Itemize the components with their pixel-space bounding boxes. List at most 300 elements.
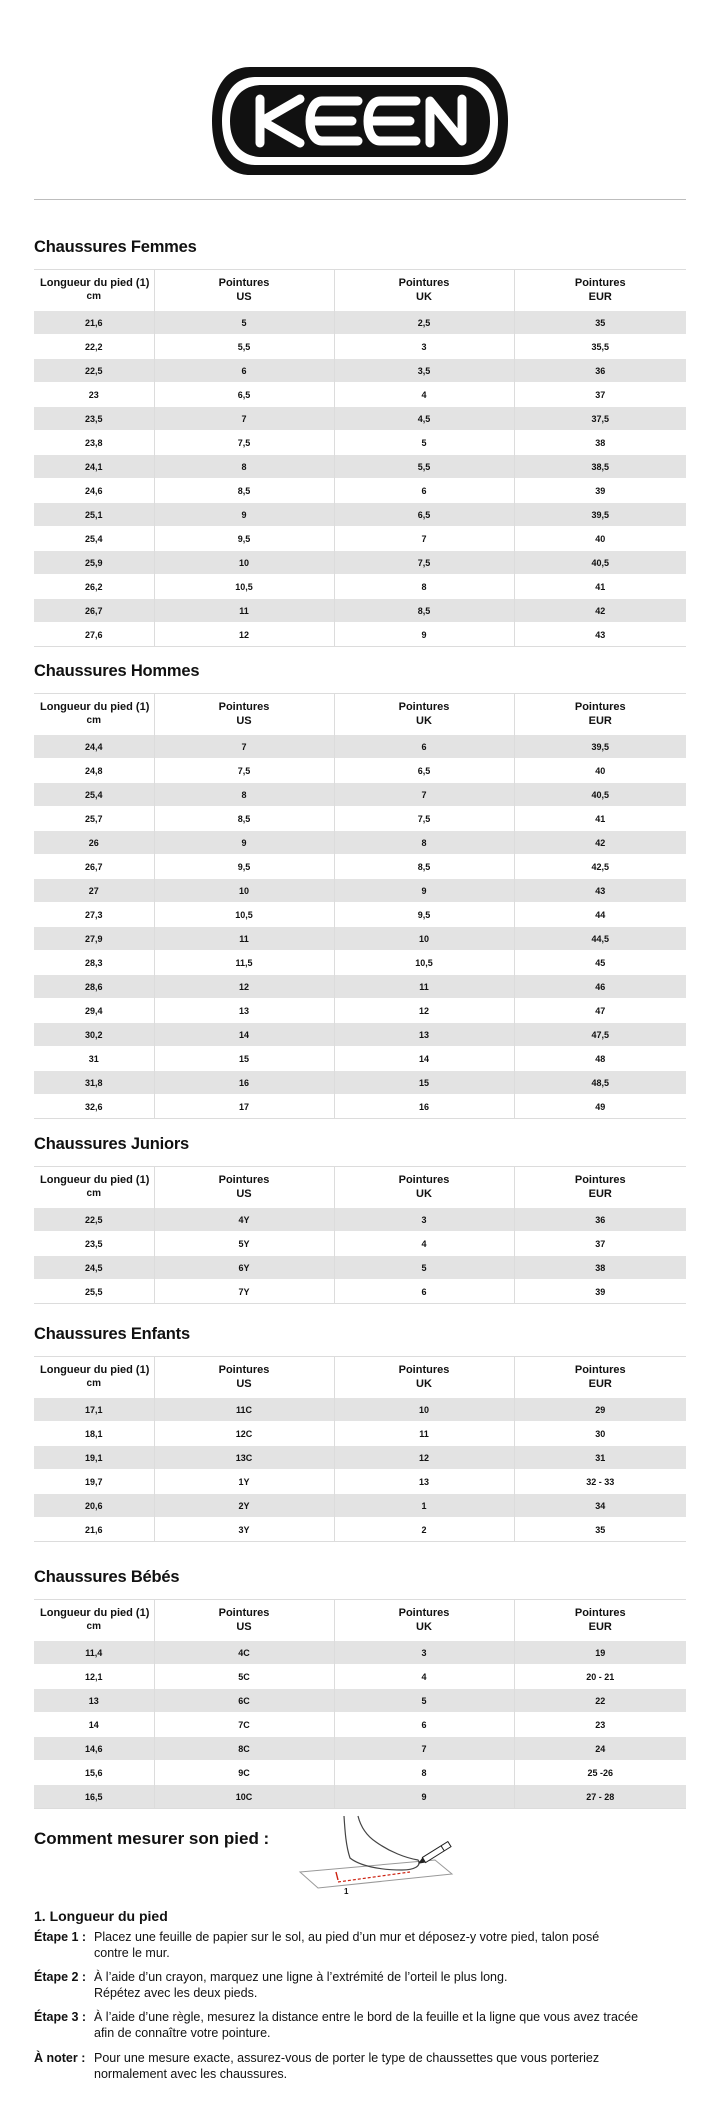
column-header-line: Longueur du pied (1) (40, 277, 150, 289)
table-row (34, 855, 686, 879)
table-cell: 11 (334, 975, 514, 999)
table-cell: 9 (154, 831, 334, 855)
step-text (94, 1969, 694, 2001)
table-cell: 11 (154, 599, 334, 623)
table-cell: 48,5 (514, 1071, 686, 1095)
table-cell: 6C (154, 1689, 334, 1713)
juniors-sizes-section (34, 1134, 686, 1304)
table-cell: 7 (334, 527, 514, 551)
table-row (34, 1256, 686, 1280)
table-cell: 6 (334, 735, 514, 759)
step-label: Étape 3 : (34, 2010, 87, 2024)
table-cell: 43 (514, 623, 686, 647)
table-cell: 9,5 (154, 527, 334, 551)
column-header (154, 1600, 334, 1641)
column-header (34, 694, 154, 735)
table-cell: 44 (514, 903, 686, 927)
table-row (34, 1398, 686, 1422)
table-cell: 49 (514, 1095, 686, 1119)
table-cell: 23,8 (34, 431, 154, 455)
table-cell: 23,5 (34, 407, 154, 431)
table-cell: 7,5 (154, 759, 334, 783)
table-cell: 7 (334, 1737, 514, 1761)
table-cell: 12 (334, 1446, 514, 1470)
column-header-unit: cm (86, 291, 101, 302)
table-cell: 11,5 (154, 951, 334, 975)
table-cell: 8C (154, 1737, 334, 1761)
column-header (154, 1357, 334, 1398)
table-row (34, 1047, 686, 1071)
step-text-line: Pour une mesure exacte, assurez-vous de porter le type de chaussettes que vous porteriez (94, 2051, 600, 2065)
column-header-unit: US (236, 1621, 252, 1633)
table-cell: 12,1 (34, 1665, 154, 1689)
table-cell: 8 (154, 455, 334, 479)
table-cell: 5C (154, 1665, 334, 1689)
table-row (34, 1689, 686, 1713)
step-text (94, 2009, 694, 2041)
table-cell: 39 (514, 479, 686, 503)
table-cell: 23 (514, 1713, 686, 1737)
column-header-unit: UK (416, 1378, 432, 1390)
table-cell: 7 (154, 407, 334, 431)
column-header (154, 270, 334, 311)
table-cell: 9 (334, 623, 514, 647)
table-row (34, 951, 686, 975)
table-row (34, 759, 686, 783)
table-cell: 26,7 (34, 599, 154, 623)
table-cell: 37,5 (514, 407, 686, 431)
column-header-line: Pointures (574, 277, 626, 289)
table-cell: 19 (514, 1641, 686, 1665)
table-cell: 36 (514, 1208, 686, 1232)
foot-length-heading: 1. Longueur du pied (34, 1908, 168, 1924)
table-row (34, 1208, 686, 1232)
table-row (34, 527, 686, 551)
table-cell: 27,3 (34, 903, 154, 927)
table-row (34, 551, 686, 575)
table-row (34, 1761, 686, 1785)
section-title: Chaussures Bébés (34, 1568, 180, 1586)
table-row (34, 431, 686, 455)
table-cell: 14 (34, 1713, 154, 1737)
table-cell: 41 (514, 807, 686, 831)
table-row (34, 807, 686, 831)
column-header (154, 1167, 334, 1208)
table-cell: 20,6 (34, 1494, 154, 1518)
column-header (34, 1600, 154, 1641)
table-cell: 10 (334, 927, 514, 951)
table-cell: 16 (154, 1071, 334, 1095)
table-cell: 27,9 (34, 927, 154, 951)
table-cell: 19,1 (34, 1446, 154, 1470)
column-header-unit: US (236, 291, 252, 303)
table-cell: 30,2 (34, 1023, 154, 1047)
table-header-row (34, 1600, 686, 1641)
table-cell: 4C (154, 1641, 334, 1665)
table-cell: 26,7 (34, 855, 154, 879)
table-cell: 43 (514, 879, 686, 903)
table-cell: 2,5 (334, 311, 514, 335)
column-header-line: Pointures (218, 701, 270, 713)
table-cell: 35,5 (514, 335, 686, 359)
kids-sizes-table (34, 1356, 686, 1542)
table-cell: 32,6 (34, 1095, 154, 1119)
table-cell: 8 (334, 575, 514, 599)
table-cell: 13 (34, 1689, 154, 1713)
kids-sizes-section (34, 1324, 686, 1542)
table-row (34, 999, 686, 1023)
column-header (514, 1357, 686, 1398)
table-cell: 13C (154, 1446, 334, 1470)
table-cell: 42,5 (514, 855, 686, 879)
table-cell: 40,5 (514, 551, 686, 575)
table-row (34, 455, 686, 479)
table-cell: 46 (514, 975, 686, 999)
column-header-line: Pointures (574, 1607, 626, 1619)
table-cell: 10 (334, 1398, 514, 1422)
table-row (34, 479, 686, 503)
table-cell: 6 (334, 479, 514, 503)
table-cell: 36 (514, 359, 686, 383)
column-header-unit: cm (86, 715, 101, 726)
table-cell: 27,6 (34, 623, 154, 647)
table-row (34, 1737, 686, 1761)
column-header-unit: UK (416, 1621, 432, 1633)
table-row (34, 1470, 686, 1494)
column-header (514, 1600, 686, 1641)
table-cell: 31 (34, 1047, 154, 1071)
table-cell: 40,5 (514, 783, 686, 807)
table-cell: 47 (514, 999, 686, 1023)
column-header (514, 1167, 686, 1208)
table-row (34, 1023, 686, 1047)
table-cell: 35 (514, 1518, 686, 1542)
table-cell: 4,5 (334, 407, 514, 431)
table-cell: 5 (334, 431, 514, 455)
table-cell: 9 (334, 1785, 514, 1809)
column-header-line: Pointures (574, 1364, 626, 1376)
table-cell: 14 (154, 1023, 334, 1047)
babies-sizes-section (34, 1567, 686, 1809)
table-cell: 10 (154, 879, 334, 903)
column-header (334, 270, 514, 311)
table-cell: 10,5 (154, 575, 334, 599)
table-row (34, 1280, 686, 1304)
foot-measure-illustration (290, 1812, 470, 1912)
table-cell: 8,5 (154, 807, 334, 831)
table-row (34, 903, 686, 927)
table-cell: 20 - 21 (514, 1665, 686, 1689)
measure-title: Comment mesurer son pied : (34, 1829, 270, 1848)
table-cell: 8 (334, 1761, 514, 1785)
table-cell: 12 (154, 975, 334, 999)
table-row (34, 623, 686, 647)
table-cell: 11C (154, 1398, 334, 1422)
table-cell: 24,5 (34, 1256, 154, 1280)
column-header-line: Longueur du pied (1) (40, 701, 150, 713)
table-row (34, 1446, 686, 1470)
step-text-line: À l’aide d’un crayon, marquez une ligne à l’extrémité de l’orteil le plus long. (94, 1970, 508, 1984)
table-cell: 40 (514, 527, 686, 551)
column-header-unit: cm (86, 1378, 101, 1389)
column-header-line: Pointures (398, 701, 450, 713)
table-cell: 6 (334, 1280, 514, 1304)
men-sizes-table (34, 693, 686, 1119)
juniors-sizes-table (34, 1166, 686, 1304)
column-header-unit: cm (86, 1188, 101, 1199)
table-row (34, 359, 686, 383)
column-header (154, 694, 334, 735)
table-row (34, 1665, 686, 1689)
table-cell: 25,7 (34, 807, 154, 831)
table-row (34, 1422, 686, 1446)
column-header-line: Pointures (218, 1174, 270, 1186)
table-cell: 34 (514, 1494, 686, 1518)
table-cell: 41 (514, 575, 686, 599)
table-cell: 1Y (154, 1470, 334, 1494)
table-cell: 12C (154, 1422, 334, 1446)
table-cell: 3,5 (334, 359, 514, 383)
table-row (34, 831, 686, 855)
table-cell: 39,5 (514, 735, 686, 759)
table-cell: 22 (514, 1689, 686, 1713)
diagram-label: 1 (344, 1887, 349, 1896)
table-cell: 1 (334, 1494, 514, 1518)
table-cell: 21,6 (34, 311, 154, 335)
table-cell: 16,5 (34, 1785, 154, 1809)
table-row (34, 879, 686, 903)
step-label: À noter : (34, 2051, 86, 2065)
column-header-unit: UK (416, 1188, 432, 1200)
column-header-unit: UK (416, 291, 432, 303)
table-cell: 13 (154, 999, 334, 1023)
women-sizes-table (34, 269, 686, 647)
table-cell: 9,5 (334, 903, 514, 927)
column-header-line: Pointures (218, 1364, 270, 1376)
column-header (334, 1357, 514, 1398)
table-cell: 38 (514, 1256, 686, 1280)
table-cell: 25 -26 (514, 1761, 686, 1785)
table-cell: 22,5 (34, 1208, 154, 1232)
table-header-row (34, 1167, 686, 1208)
keen-logo (210, 61, 510, 181)
table-cell: 7C (154, 1713, 334, 1737)
table-cell: 38,5 (514, 455, 686, 479)
table-header-row (34, 270, 686, 311)
table-cell: 5,5 (334, 455, 514, 479)
table-cell: 8 (334, 831, 514, 855)
table-cell: 13 (334, 1023, 514, 1047)
table-cell: 24,6 (34, 479, 154, 503)
table-row (34, 927, 686, 951)
step-text-line: afin de connaître votre pointure. (94, 2026, 271, 2040)
table-cell: 15 (334, 1071, 514, 1095)
table-cell: 3 (334, 1641, 514, 1665)
column-header-line: Pointures (398, 1174, 450, 1186)
table-cell: 5Y (154, 1232, 334, 1256)
table-cell: 4 (334, 1232, 514, 1256)
step-text-line: À l’aide d’une règle, mesurez la distance entre le bord de la feuille et la ligne que vous avez tracée (94, 2010, 639, 2024)
table-cell: 6,5 (334, 759, 514, 783)
table-row (34, 1071, 686, 1095)
men-sizes-section (34, 661, 686, 1119)
step-text (94, 2050, 694, 2082)
column-header-unit: US (236, 715, 252, 727)
section-title: Chaussures Hommes (34, 662, 200, 680)
table-cell: 25,4 (34, 783, 154, 807)
table-cell: 31,8 (34, 1071, 154, 1095)
table-cell: 6,5 (334, 503, 514, 527)
table-cell: 9C (154, 1761, 334, 1785)
table-row (34, 311, 686, 335)
column-header (334, 694, 514, 735)
step-text-line: Répétez avec les deux pieds. (94, 1986, 258, 2000)
table-cell: 45 (514, 951, 686, 975)
table-cell: 2Y (154, 1494, 334, 1518)
table-row (34, 407, 686, 431)
table-cell: 39 (514, 1280, 686, 1304)
table-cell: 15 (154, 1047, 334, 1071)
table-cell: 6 (154, 359, 334, 383)
table-cell: 5,5 (154, 335, 334, 359)
table-cell: 32 - 33 (514, 1470, 686, 1494)
column-header-line: Longueur du pied (1) (40, 1174, 150, 1186)
column-header-unit: EUR (588, 1621, 612, 1633)
table-cell: 24 (514, 1737, 686, 1761)
table-cell: 5 (154, 311, 334, 335)
table-cell: 29,4 (34, 999, 154, 1023)
column-header (514, 694, 686, 735)
table-cell: 31 (514, 1446, 686, 1470)
column-header (34, 270, 154, 311)
table-cell: 48 (514, 1047, 686, 1071)
step-text-line: contre le mur. (94, 1946, 170, 1960)
table-row (34, 1785, 686, 1809)
column-header-unit: US (236, 1188, 252, 1200)
column-header (334, 1600, 514, 1641)
table-cell: 37 (514, 1232, 686, 1256)
table-cell: 44,5 (514, 927, 686, 951)
column-header (34, 1357, 154, 1398)
table-cell: 10,5 (334, 951, 514, 975)
table-cell: 7 (154, 735, 334, 759)
foot-outline-icon (290, 1812, 470, 1912)
table-cell: 9 (334, 879, 514, 903)
table-header-row (34, 1357, 686, 1398)
table-cell: 10 (154, 551, 334, 575)
table-cell: 19,7 (34, 1470, 154, 1494)
column-header-line: Pointures (398, 1607, 450, 1619)
table-cell: 7,5 (334, 807, 514, 831)
table-cell: 28,6 (34, 975, 154, 999)
table-cell: 40 (514, 759, 686, 783)
table-row (34, 1494, 686, 1518)
table-cell: 8,5 (154, 479, 334, 503)
table-row (34, 575, 686, 599)
table-cell: 21,6 (34, 1518, 154, 1542)
table-cell: 4 (334, 1665, 514, 1689)
table-cell: 5 (334, 1689, 514, 1713)
table-row (34, 335, 686, 359)
table-row (34, 1518, 686, 1542)
column-header (514, 270, 686, 311)
table-cell: 6 (334, 1713, 514, 1737)
column-header-unit: EUR (588, 1378, 612, 1390)
table-cell: 24,8 (34, 759, 154, 783)
step-text-line: normalement avec les chaussures. (94, 2067, 288, 2081)
table-cell: 28,3 (34, 951, 154, 975)
table-cell: 42 (514, 831, 686, 855)
table-cell: 12 (334, 999, 514, 1023)
table-row (34, 503, 686, 527)
table-cell: 27 (34, 879, 154, 903)
table-cell: 9 (154, 503, 334, 527)
table-header-row (34, 694, 686, 735)
column-header-line: Longueur du pied (1) (40, 1364, 150, 1376)
header-divider (34, 199, 686, 200)
table-row (34, 1232, 686, 1256)
column-header-unit: EUR (588, 1188, 612, 1200)
table-cell: 25,1 (34, 503, 154, 527)
table-cell: 3 (334, 335, 514, 359)
table-cell: 16 (334, 1095, 514, 1119)
table-cell: 38 (514, 431, 686, 455)
table-cell: 5 (334, 1256, 514, 1280)
step-text (94, 1929, 694, 1961)
table-row (34, 1095, 686, 1119)
table-cell: 11 (154, 927, 334, 951)
column-header-line: Pointures (574, 701, 626, 713)
table-cell: 10C (154, 1785, 334, 1809)
table-cell: 23,5 (34, 1232, 154, 1256)
table-cell: 37 (514, 383, 686, 407)
section-title: Chaussures Femmes (34, 238, 197, 256)
table-cell: 22,5 (34, 359, 154, 383)
table-cell: 25,9 (34, 551, 154, 575)
table-cell: 6Y (154, 1256, 334, 1280)
table-cell: 26 (34, 831, 154, 855)
step-label: Étape 1 : (34, 1930, 87, 1944)
table-cell: 7,5 (334, 551, 514, 575)
column-header-line: Pointures (398, 277, 450, 289)
table-cell: 2 (334, 1518, 514, 1542)
column-header-unit: EUR (588, 291, 612, 303)
table-cell: 17 (154, 1095, 334, 1119)
table-row (34, 975, 686, 999)
table-cell: 4Y (154, 1208, 334, 1232)
table-cell: 9,5 (154, 855, 334, 879)
table-cell: 30 (514, 1422, 686, 1446)
table-cell: 3Y (154, 1518, 334, 1542)
table-cell: 24,4 (34, 735, 154, 759)
babies-sizes-table (34, 1599, 686, 1809)
table-cell: 6,5 (154, 383, 334, 407)
table-cell: 7,5 (154, 431, 334, 455)
step-text-line: Placez une feuille de papier sur le sol, au pied d’un mur et déposez-y votre pied, talon posé (94, 1930, 600, 1944)
column-header-unit: US (236, 1378, 252, 1390)
table-cell: 25,4 (34, 527, 154, 551)
table-cell: 15,6 (34, 1761, 154, 1785)
column-header-line: Pointures (398, 1364, 450, 1376)
table-cell: 27 - 28 (514, 1785, 686, 1809)
column-header-line: Pointures (218, 277, 270, 289)
table-cell: 47,5 (514, 1023, 686, 1047)
column-header-unit: EUR (588, 715, 612, 727)
table-row (34, 783, 686, 807)
column-header (334, 1167, 514, 1208)
table-cell: 29 (514, 1398, 686, 1422)
table-row (34, 599, 686, 623)
